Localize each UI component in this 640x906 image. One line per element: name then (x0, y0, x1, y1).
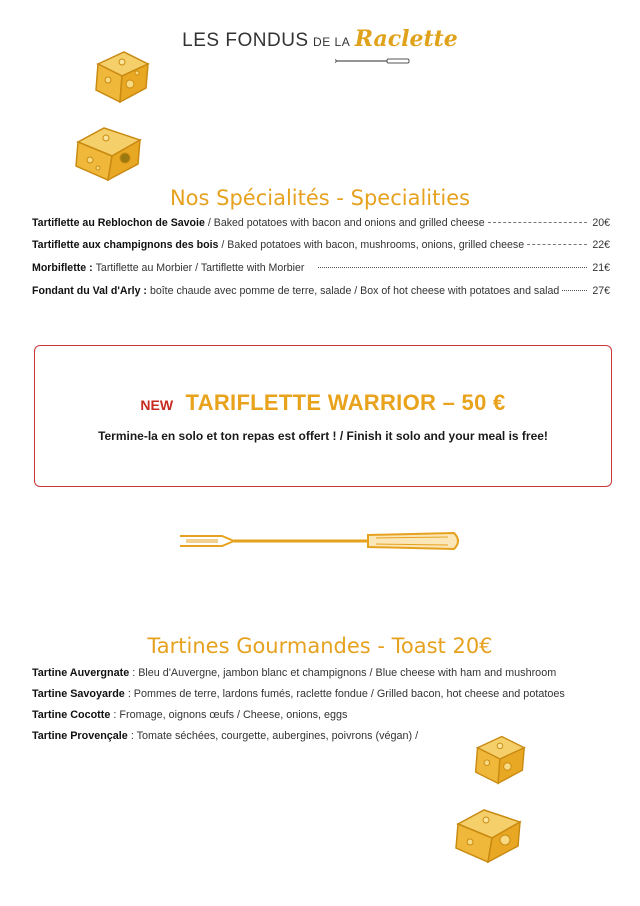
tartine-name: Tartine Savoyarde (32, 688, 125, 700)
menu-item-desc: boîte chaude avec pomme de terre, salade / Box of hot cheese with potatoes and salad (149, 285, 560, 297)
tartines-title: Tartines Gourmandes - Toast 20€ (147, 634, 493, 658)
leader-line (527, 244, 587, 245)
cheese-cube-icon (70, 118, 150, 184)
cheese-cube-icon (470, 730, 528, 788)
tartine-name: Tartine Cocotte (32, 709, 111, 721)
warrior-subtitle: Termine-la en solo et ton repas est offert ! / Finish it solo and your meal is free! (98, 429, 548, 443)
logo-fork-icon (335, 57, 415, 65)
menu-item-price: 27€ (592, 285, 610, 297)
menu-item (32, 239, 610, 251)
tartine-desc: : Bleu d'Auvergne, jambon blanc et champignons / Blue cheese with ham and mushroom (132, 667, 557, 679)
menu-item-price: 20€ (592, 217, 610, 229)
leader-line (562, 290, 587, 291)
menu-item-name: Morbiflette : (32, 262, 93, 274)
specialities-title: Nos Spécialités - Specialities (169, 186, 471, 210)
menu-item-desc: / Baked potatoes with bacon and onions and grilled cheese (207, 217, 485, 229)
tartine-desc: : Fromage, oignons œufs / Cheese, onions, eggs (113, 709, 348, 721)
menu-item (32, 285, 610, 297)
warrior-heading (35, 390, 611, 416)
cheese-cube-icon (90, 46, 152, 106)
logo-part2: DE LA (313, 35, 351, 49)
tartine-name: Tartine Provençale (32, 730, 128, 742)
tartine-item (32, 688, 565, 700)
leader-line (488, 222, 587, 223)
menu-item (32, 262, 610, 274)
tartine-name: Tartine Auvergnate (32, 667, 130, 679)
tartine-desc: : Tomate séchées, courgette, aubergines, poivrons (végan) / (130, 730, 419, 742)
leader-line (318, 267, 587, 268)
warrior-challenge-box (34, 345, 612, 487)
cheese-cube-icon (450, 800, 530, 866)
menu-item-name: Tartiflette aux champignons des bois (32, 239, 219, 251)
tartine-item (32, 730, 418, 742)
fork-icon (178, 524, 462, 558)
menu-item-desc: / Baked potatoes with bacon, mushrooms, onions, grilled cheese (221, 239, 525, 251)
menu-item (32, 217, 610, 229)
warrior-title: TARIFLETTE WARRIOR – 50 € (185, 390, 506, 415)
new-badge: NEW (140, 397, 174, 413)
menu-item-price: 21€ (592, 262, 610, 274)
menu-item-name: Fondant du Val d'Arly : (32, 285, 147, 297)
tartine-desc: : Pommes de terre, lardons fumés, raclette fondue / Grilled bacon, hot cheese and potatoes (127, 688, 565, 700)
menu-item-price: 22€ (592, 239, 610, 251)
tartine-item (32, 667, 556, 679)
logo-part1: LES FONDUS (182, 30, 309, 51)
tartine-item (32, 709, 347, 721)
menu-item-name: Tartiflette au Reblochon de Savoie (32, 217, 205, 229)
logo-script: Raclette (354, 26, 458, 52)
menu-item-desc: Tartiflette au Morbier / Tartiflette with Morbier (95, 262, 305, 274)
